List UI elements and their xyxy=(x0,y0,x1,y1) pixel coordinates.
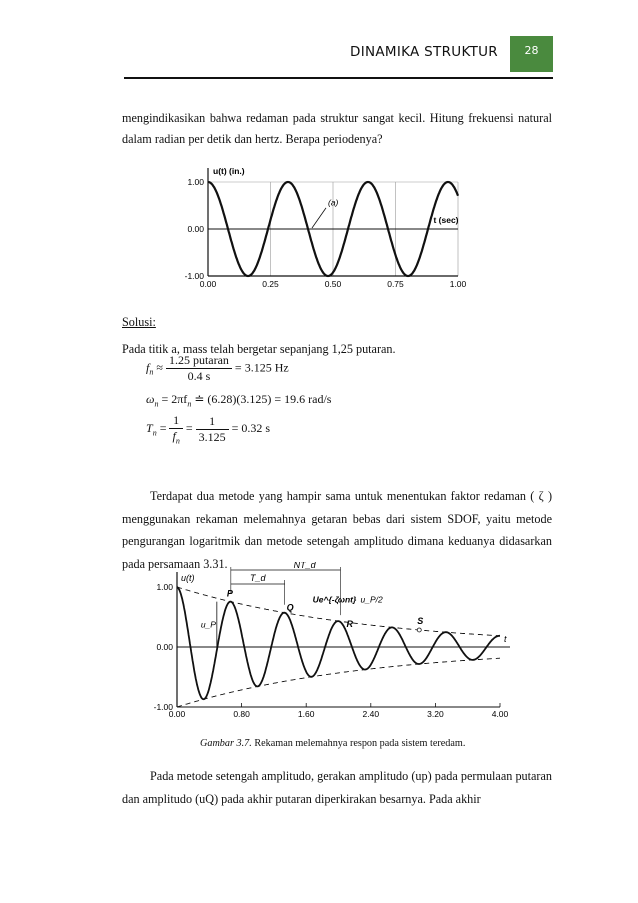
eq-omega-symbol: ω xyxy=(146,392,155,406)
eq-omega-rhs: = 2πf xyxy=(161,392,188,406)
page-number: 28 xyxy=(510,36,553,72)
half-up-label: u_P/2 xyxy=(360,594,383,605)
eq-fn-sub: n xyxy=(149,367,154,377)
lower-envelope xyxy=(177,658,500,707)
solusi-text: Pada titik a, mass telah bergetar sepanjang 1,25 putaran. xyxy=(122,342,396,356)
intro-paragraph: mengindikasikan bahwa redaman pada struktur sangat kecil. Hitung frekuensi natural dalam radian per detik dan hertz. Berapa periodenya? xyxy=(122,111,552,146)
x-tick-label: 0.00 xyxy=(199,279,217,289)
eq-fn-den: 0.4 s xyxy=(187,369,211,383)
eq-fn-result: = 3.125 Hz xyxy=(234,360,289,375)
half-amplitude-point xyxy=(417,628,421,632)
annotation-a: (a) xyxy=(328,197,339,208)
y-tick-label: 0.00 xyxy=(187,224,204,234)
x-axis-label: t (sec) xyxy=(433,215,459,225)
equation-period: $T_n$ = $\frac{1}{f_n}$ = $\frac{1}{3.125}$ = 0.32 s xyxy=(146,413,271,446)
x-tick-label: 1.60 xyxy=(297,709,315,719)
figure-undamped-response xyxy=(175,160,485,295)
eq-tn-den1: $f_n$ xyxy=(172,429,180,446)
eq-tn-symbol: T xyxy=(146,420,153,435)
peak-label-q: Q xyxy=(286,602,294,613)
figure-caption xyxy=(200,738,465,749)
y-tick-label: -1.00 xyxy=(184,271,204,281)
eq-tn-num2: 1 xyxy=(196,414,229,430)
eq-fn-num: 1.25 putaran xyxy=(166,353,232,369)
eq-tn-sub: n xyxy=(152,428,157,438)
eq-omega-sub: n xyxy=(154,399,159,409)
annotation-leader xyxy=(312,208,326,228)
x-tick-label: 2.40 xyxy=(362,709,380,719)
methods-paragraph: Terdapat dua metode yang hampir sama untuk menentukan faktor redaman ( ζ ) menggunakan rekaman melemahnya getaran bebas dari sistem SDOF, yaitu metode pengurangan logaritmik dan metode setengah amplitudo dimana keduanya didasarkan pada persamaan 3.31. xyxy=(122,489,552,571)
x-axis-label: t xyxy=(504,634,507,644)
equation-fn xyxy=(146,353,289,384)
y-axis-label: u(t) (in.) xyxy=(213,166,245,176)
peak-label-r: R xyxy=(346,619,353,630)
peak-label-s: S xyxy=(417,615,424,626)
caption-label: Gambar 3.7. xyxy=(200,738,252,749)
x-tick-label: 3.20 xyxy=(427,709,444,719)
x-tick-label: 0.25 xyxy=(262,279,279,289)
eq-fn-fraction xyxy=(166,353,232,384)
header-rule xyxy=(124,77,553,79)
x-tick-label: 0.80 xyxy=(233,709,250,719)
envelope-label: Ue^{-ζωnt} xyxy=(312,594,357,605)
eq-omega-result: ≐ (6.28)(3.125) = 19.6 rad/s xyxy=(191,392,332,406)
half-amplitude-paragraph: Pada metode setengah amplitudo, gerakan amplitudo (up) pada permulaan putaran dan amplitudo (uQ) pada akhir putaran diperkirakan besarnya. Pada akhir xyxy=(122,769,552,806)
caption-text: Rekaman melemahnya respon pada sistem teredam. xyxy=(251,738,466,749)
eq-tn-num1: 1 xyxy=(169,413,182,429)
x-tick-label: 1.00 xyxy=(449,279,467,289)
figure-damped-response xyxy=(145,562,525,732)
x-tick-label: 4.00 xyxy=(491,709,509,719)
eq-tn-fraction2 xyxy=(196,414,229,445)
peak-label-p: P xyxy=(226,588,233,599)
eq-tn-den2: 3.125 xyxy=(198,429,226,444)
solusi-heading: Solusi: xyxy=(122,315,156,329)
eq-tn-fraction1 xyxy=(169,413,182,445)
y-tick-label: 1.00 xyxy=(187,177,204,187)
y-tick-label: -1.00 xyxy=(153,702,173,712)
y-tick-label: 1.00 xyxy=(156,582,173,592)
equation-omega xyxy=(146,392,331,408)
up-label: u_P xyxy=(200,619,216,630)
y-axis-label: u(t) xyxy=(181,573,195,583)
td-label: T_d xyxy=(249,573,266,583)
eq-fn-symbol: f xyxy=(146,360,150,375)
ntd-label: NT_d xyxy=(293,562,316,570)
eq-fn-approx: ≈ xyxy=(156,360,163,375)
x-tick-label: 0.00 xyxy=(168,709,186,719)
running-title: DINAMIKA STRUKTUR xyxy=(350,44,498,60)
y-tick-label: 0.00 xyxy=(156,642,173,652)
x-tick-label: 0.75 xyxy=(387,279,404,289)
eq-tn-result: = 0.32 s xyxy=(231,420,271,435)
x-tick-label: 0.50 xyxy=(324,279,342,289)
eq-omega-fn-sub: n xyxy=(187,399,192,409)
